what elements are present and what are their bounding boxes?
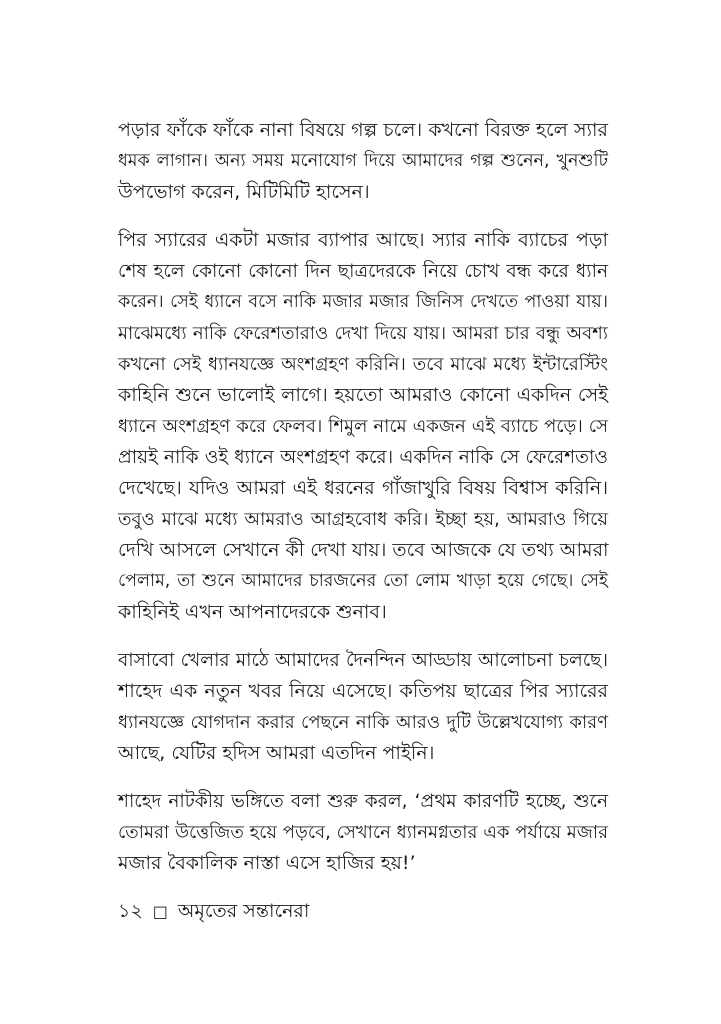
paragraph-2: [118, 225, 608, 628]
text-line: মাঝেমধ্যে নাকি ফেরেশতারাও দেখা দিয়ে যায়। আমরা চার বন্ধু অবশ্য: [118, 323, 608, 344]
paragraph-4: [118, 786, 608, 879]
text-line: আছে, যেটির হদিস আমরা এতদিন পাইনি।: [118, 742, 435, 764]
text-line: কাহিনিই এখন আপনাদেরকে শুনাব।: [118, 601, 387, 623]
text-line: ধ্যানে অংশগ্রহণ করে ফেলব। শিমুল নামে একজন এই ব্যাচে পড়ে। সে: [118, 416, 608, 437]
text-line: শাহেদ নাটকীয় ভঙ্গিতে বলা শুরু করল, ‘প্রথম কারণটি হচ্ছে, শুনে: [118, 791, 608, 812]
text-line: ধমক লাগান। অন্য সময় মনোযোগ দিয়ে আমাদের গল্প শুনেন, খুনশুটি: [118, 151, 608, 171]
text-line: দেখেছে। যদিও আমরা এই ধরনের গাঁজাখুরি বিষয় বিশ্বাস করিনি।: [118, 477, 608, 499]
text-line: মজার বৈকালিক নাস্তা এসে হাজির হয়!’: [118, 852, 416, 874]
paragraph-1: [118, 115, 608, 208]
body-text: [118, 115, 608, 927]
text-line: পড়ার ফাঁকে ফাঁকে নানা বিষয়ে গল্প চলে। কখনো বিরক্ত হলে স্যার: [118, 119, 608, 141]
text-line: কাহিনি শুনে ভালোই লাগে। হয়তো আমরাও কোনো একদিন সেই: [118, 384, 608, 406]
text-line: তবুও মাঝে মধ্যে আমরাও আগ্রহবোধ করি। ইচ্ছা হয়, আমরাও গিয়ে: [118, 509, 608, 530]
text-line: তোমরা উত্তেজিত হয়ে পড়বে, সেখানে ধ্যানমগ্নতার এক পর্যায়ে মজার: [118, 822, 608, 843]
text-line: শাহেদ এক নতুন খবর নিয়ে এসেছে। কতিপয় ছাত্রের পির স্যারের: [118, 680, 608, 702]
separator-box-icon: □: [152, 902, 168, 921]
text-line: দেখি আসলে সেখানে কী দেখা যায়। তবে আজকে যে তথ্য আমরা: [118, 539, 609, 561]
text-line: প্রায়ই নাকি ওই ধ্যানে অংশগ্রহণ করে। একদিন নাকি সে ফেরেশতাও: [118, 447, 608, 468]
text-line: কখনো সেই ধ্যানযজ্ঞে অংশগ্রহণ করিনি। তবে মাঝে মধ্যে ইন্টারেস্টিং: [118, 354, 608, 375]
text-line: বাসাবো খেলার মাঠে আমাদের দৈনন্দিন আড্ডায় আলোচনা চলছে।: [118, 650, 608, 671]
text-line: করেন। সেই ধ্যানে বসে নাকি মজার মজার জিনিস দেখতে পাওয়া যায়।: [118, 292, 608, 312]
text-line: ধ্যানযজ্ঞে যোগদান করার পেছনে নাকি আরও দুটি উল্লেখযোগ্য কারণ: [118, 712, 608, 733]
page-footer: [118, 896, 608, 927]
book-title: অমৃতের সন্তানেরা: [177, 900, 310, 922]
text-line: উপভোগ করেন, মিটিমিটি হাসেন।: [118, 181, 370, 203]
text-line: শেষ হলে কোনো কোনো দিন ছাত্রদেরকে নিয়ে চোখ বন্ধ করে ধ্যান: [118, 261, 608, 282]
text-line: পির স্যারের একটা মজার ব্যাপার আছে। স্যার নাকি ব্যাচের পড়া: [118, 229, 608, 251]
text-line: পেলাম, তা শুনে আমাদের চারজনের তো লোম খাড়া হয়ে গেছে। সেই: [118, 571, 608, 591]
paragraph-3: [118, 645, 608, 769]
page-number: ১২: [118, 900, 143, 922]
